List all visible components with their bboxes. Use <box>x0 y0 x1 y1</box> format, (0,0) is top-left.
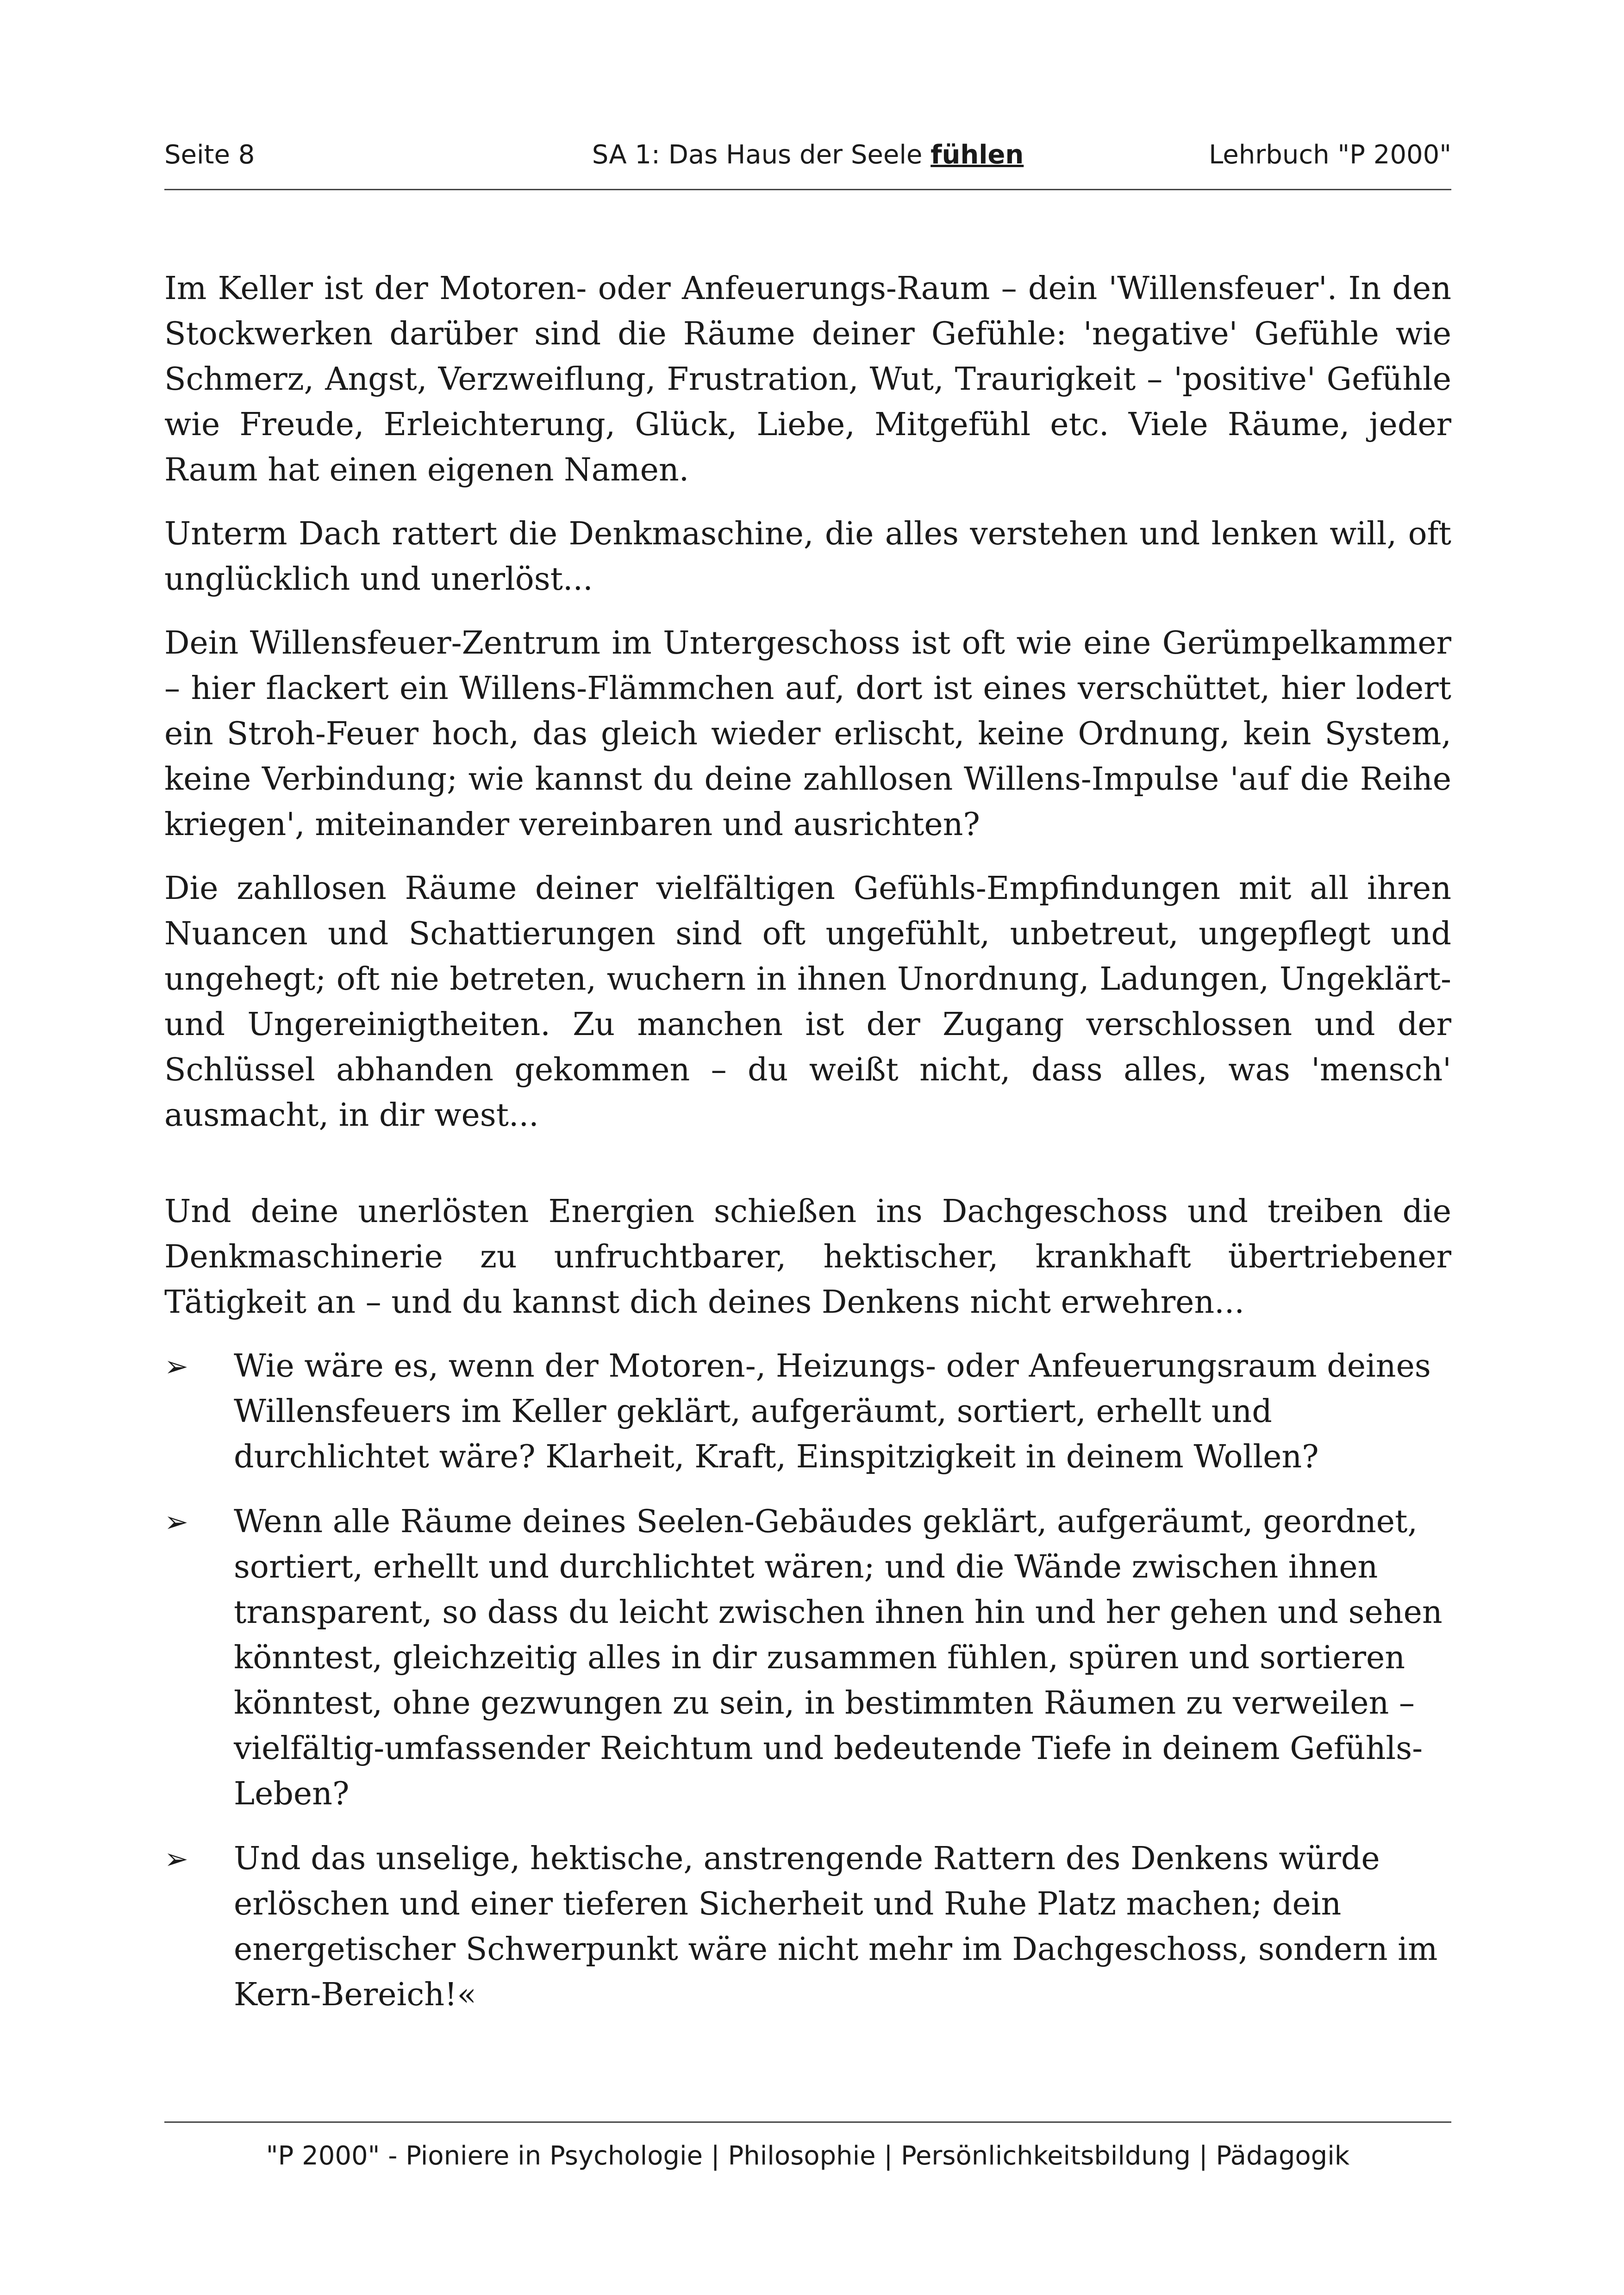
arrow-bullet-icon: ➢ <box>164 1842 188 1876</box>
bullet-list <box>164 1344 1451 2018</box>
footer-divider <box>164 2121 1451 2123</box>
page-content <box>164 266 1451 2037</box>
section-title-emphasis: fühlen <box>931 140 1024 170</box>
list-item <box>164 1344 1451 1480</box>
section-title-prefix: SA 1: Das Haus der Seele <box>592 140 931 170</box>
paragraph: Dein Willensfeuer-Zentrum im Untergeschoss ist oft wie eine Gerümpelkammer – hier flackert ein Willens-Flämmchen auf, dort ist eines verschüttet, hier lodert ein Stroh-Feuer hoch, das gleich wieder erlischt, keine Ordnung, kein System, keine Verbindung; wie kannst du deine zahllosen Willens-Impulse 'auf die Reihe kriegen', miteinander vereinbaren und ausrichten? <box>164 625 1451 843</box>
arrow-bullet-icon: ➢ <box>164 1349 188 1383</box>
header-divider <box>164 189 1451 190</box>
list-item-text: Wenn alle Räume deines Seelen-Gebäudes geklärt, aufgeräumt, geordnet, sortiert, erhellt und durchlichtet wären; und die Wände zwischen ihnen transparent, so dass du leicht zwischen ihnen hin und her gehen und sehen könntest, gleichzeitig alles in dir zusammen fühlen, spüren und sortieren könntest, ohne gezwungen zu sein, in bestimmten Räumen zu verweilen – vielfältig-umfassender Reichtum und bedeutende Tiefe in deinem Gefühls-Leben? <box>234 1503 1443 1812</box>
paragraph: Unterm Dach rattert die Denkmaschine, die alles verstehen und lenken will, oft unglücklich und unerlöst... <box>164 516 1451 598</box>
paragraph: Die zahllosen Räume deiner vielfältigen Gefühls-Empfindungen mit all ihren Nuancen und Schattierungen sind oft ungefühlt, unbetreut, ungepflegt und ungehegt; oft nie betreten, wuchern in ihnen Unordnung, Ladungen, Ungeklärt- und Ungereinigtheiten. Zu manchen ist der Zugang verschlossen und der Schlüssel abhanden gekommen – du weißt nicht, dass alles, was 'mensch' ausmacht, in dir west... <box>164 870 1451 1134</box>
book-title: Lehrbuch "P 2000" <box>1209 140 1451 170</box>
list-item <box>164 1836 1451 2018</box>
arrow-bullet-icon: ➢ <box>164 1505 188 1539</box>
page-number: Seite 8 <box>164 140 255 170</box>
list-item-text: Wie wäre es, wenn der Motoren-, Heizungs- oder Anfeuerungsraum deines Willensfeuers im Keller geklärt, aufgeräumt, sortiert, erhellt und durchlichtet wäre? Klarheit, Kraft, Einspitzigkeit in deinem Wollen? <box>234 1348 1431 1475</box>
list-item <box>164 1499 1451 1817</box>
list-item-text: Und das unselige, hektische, anstrengende Rattern des Denkens würde erlöschen und einer tieferen Sicherheit und Ruhe Platz machen; dein energetischer Schwerpunkt wäre nicht mehr im Dachgeschoss, sondern im Kern-Bereich!« <box>234 1840 1438 2013</box>
page-header <box>164 139 1451 171</box>
paragraph: Und deine unerlösten Energien schießen ins Dachgeschoss und treiben die Denkmaschinerie zu unfruchtbarer, hektischer, krankhaft übertriebener Tätigkeit an – und du kannst dich deines Denkens nicht erwehren... <box>164 1193 1451 1321</box>
paragraph: Im Keller ist der Motoren- oder Anfeuerungs-Raum – dein 'Willensfeuer'. In den Stockwerken darüber sind die Räume deiner Gefühle: 'negative' Gefühle wie Schmerz, Angst, Verzweiflung, Frustration, Wut, Traurigkeit – 'positive' Gefühle wie Freude, Erleichterung, Glück, Liebe, Mitgefühl etc. Viele Räume, jeder Raum hat einen eigenen Namen. <box>164 270 1451 488</box>
page-footer: "P 2000" - Pioniere in Psychologie | Philosophie | Persönlichkeitsbildung | Pädagogik <box>266 2141 1350 2171</box>
